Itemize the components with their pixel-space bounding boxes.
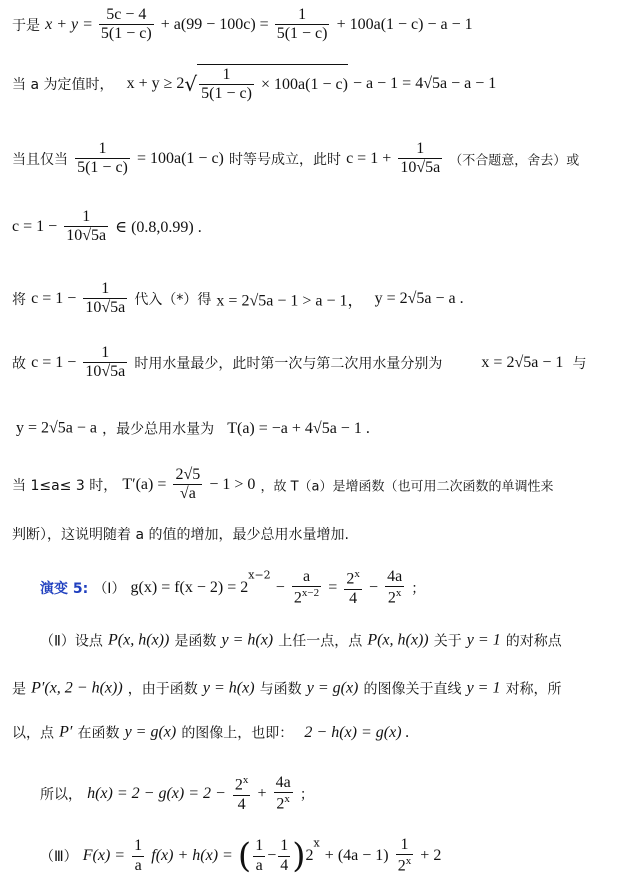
line-8 [12, 466, 628, 504]
line-1-eq: x + y = [45, 15, 97, 33]
line-5-y-eq: y = 2√5a − a . [374, 289, 464, 307]
line-6 [12, 344, 628, 382]
line-3-text-2: 时等号成立，此时 [228, 151, 341, 168]
line-6-frac: $\frac{1}{10√5a}$ [85, 344, 126, 381]
line-4 [12, 208, 628, 246]
point-p-2: P(x, h(x)) [367, 631, 429, 649]
line-7 [16, 418, 628, 439]
line-8-tail: − 1 > 0 [209, 475, 256, 493]
line-4-frac: $\frac{1}{10√5a}$ [66, 208, 107, 245]
sqrt-symbol: √ [184, 71, 198, 96]
line-6-c-eq: c = 1 − [31, 353, 77, 371]
line-7-text: ，最少总用水量为 [102, 421, 215, 438]
line-15-frac-1: $\frac{1}{a}$ [134, 837, 143, 874]
section-label: 演变 5: [40, 581, 89, 598]
line-15: （Ⅲ） F(x) = $\frac{1}{a}$ f(x) + h(x) = ( $\frac{1}{a}$ − $\frac{1}{4}$ )$2^x + (4a - 1)$ $\frac{1}{2^x}$ + 2 [40, 836, 442, 877]
line-14: 所以， h(x) = 2 − g(x) = 2 − $\frac{2^x}{4}$ + $\frac{4a}{2^x}$ ； [40, 774, 314, 813]
line-8-text-2: ，故 T（a）是增函数（也可用二次函数的单调性来 [260, 479, 554, 495]
line-5 [12, 280, 628, 318]
line-1-frac-2: $\frac{1}{5(1 - c)}$ [276, 6, 328, 43]
line-5-text-2: 代入（*）得 [134, 291, 212, 308]
line-1-frac-1: $\frac{5c - 4}{5(1 - c)}$ [100, 6, 152, 43]
line-15-frac-4: $\frac{1}{2^x}$ [397, 836, 412, 875]
line-10-text: （Ⅰ） [93, 581, 126, 598]
line-10-frac-3: $\frac{4a}{2^x}$ [387, 568, 403, 607]
line-1-tail: + 100a(1 − c) − a − 1 [336, 15, 473, 33]
line-3-frac-1: $\frac{1}{5(1 - c)}$ [77, 140, 128, 177]
line-7-y-eq: y = 2√5a − a [16, 419, 98, 437]
line-5-x-eq: x = 2√5a − 1 > a − 1， [216, 292, 364, 310]
line-2-frac: $\frac{1}{5(1 - c)}$ [201, 66, 252, 103]
line-5-frac: $\frac{1}{10√5a}$ [85, 280, 126, 317]
line-11: （Ⅱ）设点 P(x, h(x)) 是函数 y = h(x) 上任一点，点 P(x, h(x)) 关于 y = 1 的对称点 [40, 631, 562, 650]
line-2-text: 当 a 为定值时， [12, 76, 114, 93]
line-2-eq: x + y ≥ 2 [126, 74, 185, 92]
line-10-frac-1: $\frac{a}{2^{x-2}}$ [293, 568, 320, 607]
line-13: 以，点 P′ 在函数 y = g(x) 的图像上，也即： 2 − h(x) = g(x) . [12, 723, 410, 742]
line-2-inside-tail: × 100a(1 − c) [261, 75, 348, 93]
point-p-1: P(x, h(x)) [107, 631, 170, 649]
line-10-eq: g(x) = f(x − 2) = 2 [130, 579, 249, 597]
line-6-x-eq: x = 2√5a − 1 [481, 353, 564, 371]
line-8-t-eq: T′(a) = [122, 475, 167, 493]
line-4-c-eq: c = 1 − [12, 217, 58, 235]
line-1 [12, 6, 628, 44]
line-15-frac-3: $\frac{1}{4}$ [280, 837, 289, 874]
line-3-frac-2: $\frac{1}{10√5a}$ [400, 140, 441, 177]
line-2 [12, 64, 628, 104]
line-14-frac-1: $\frac{2^x}{4}$ [234, 774, 249, 813]
line-3 [12, 140, 628, 178]
line-9 [12, 524, 628, 544]
line-12: 是 P′(x, 2 − h(x)) ，由于函数 y = h(x) 与函数 y = g(x) 的图像关于直线 y = 1 对称，所 [12, 679, 562, 698]
line-3-eq: = 100a(1 − c) [136, 149, 224, 167]
line-6-text-1: 故 [12, 355, 26, 372]
line-2-tail: − a − 1 = 4√5a − a − 1 [353, 74, 497, 92]
line-15-frac-2: $\frac{1}{a}$ [255, 837, 264, 874]
line-6-text-2: 时用水量最少，此时第一次与第二次用水量分别为 [134, 355, 443, 372]
point-p-prime: P′(x, 2 − h(x)) [31, 679, 123, 697]
line-10: 演变 5: （Ⅰ） $g(x) = f(x - 2) = 2^{x-2}$ − $\frac{a}{2^{x-2}}$ = $\frac{2^x}{4}$ − $\frac{4a}{2^x}$ ； [40, 568, 426, 607]
line-3-c-eq: c = 1 + [346, 149, 392, 167]
line-1-mid: + a(99 − 100c) = [160, 15, 273, 33]
line-8-frac: $\frac{2√5}{√a}$ [175, 466, 201, 503]
line-14-frac-2: $\frac{4a}{2^x}$ [275, 774, 291, 813]
line-5-c-eq: c = 1 − [31, 289, 77, 307]
line-7-t-eq: T(a) = −a + 4√5a − 1 . [227, 419, 370, 437]
line-4-tail: ∈ (0.8,0.99) . [115, 218, 202, 236]
line-3-text-1: 当且仅当 [12, 151, 68, 168]
line-1-text: 于是 [12, 17, 40, 34]
line-9-text: 判断），这说明随着 a 的值的增加，最少总用水量增加. [12, 527, 349, 543]
line-3-text-3: （不合题意，舍去）或 [449, 153, 580, 169]
line-8-text-1: 当 1≤a≤ 3 时， [12, 477, 118, 494]
line-5-text-1: 将 [12, 291, 26, 308]
line-6-text-3: 与 [572, 355, 587, 372]
line-10-frac-2: $\frac{2^x}{4}$ [346, 568, 360, 607]
